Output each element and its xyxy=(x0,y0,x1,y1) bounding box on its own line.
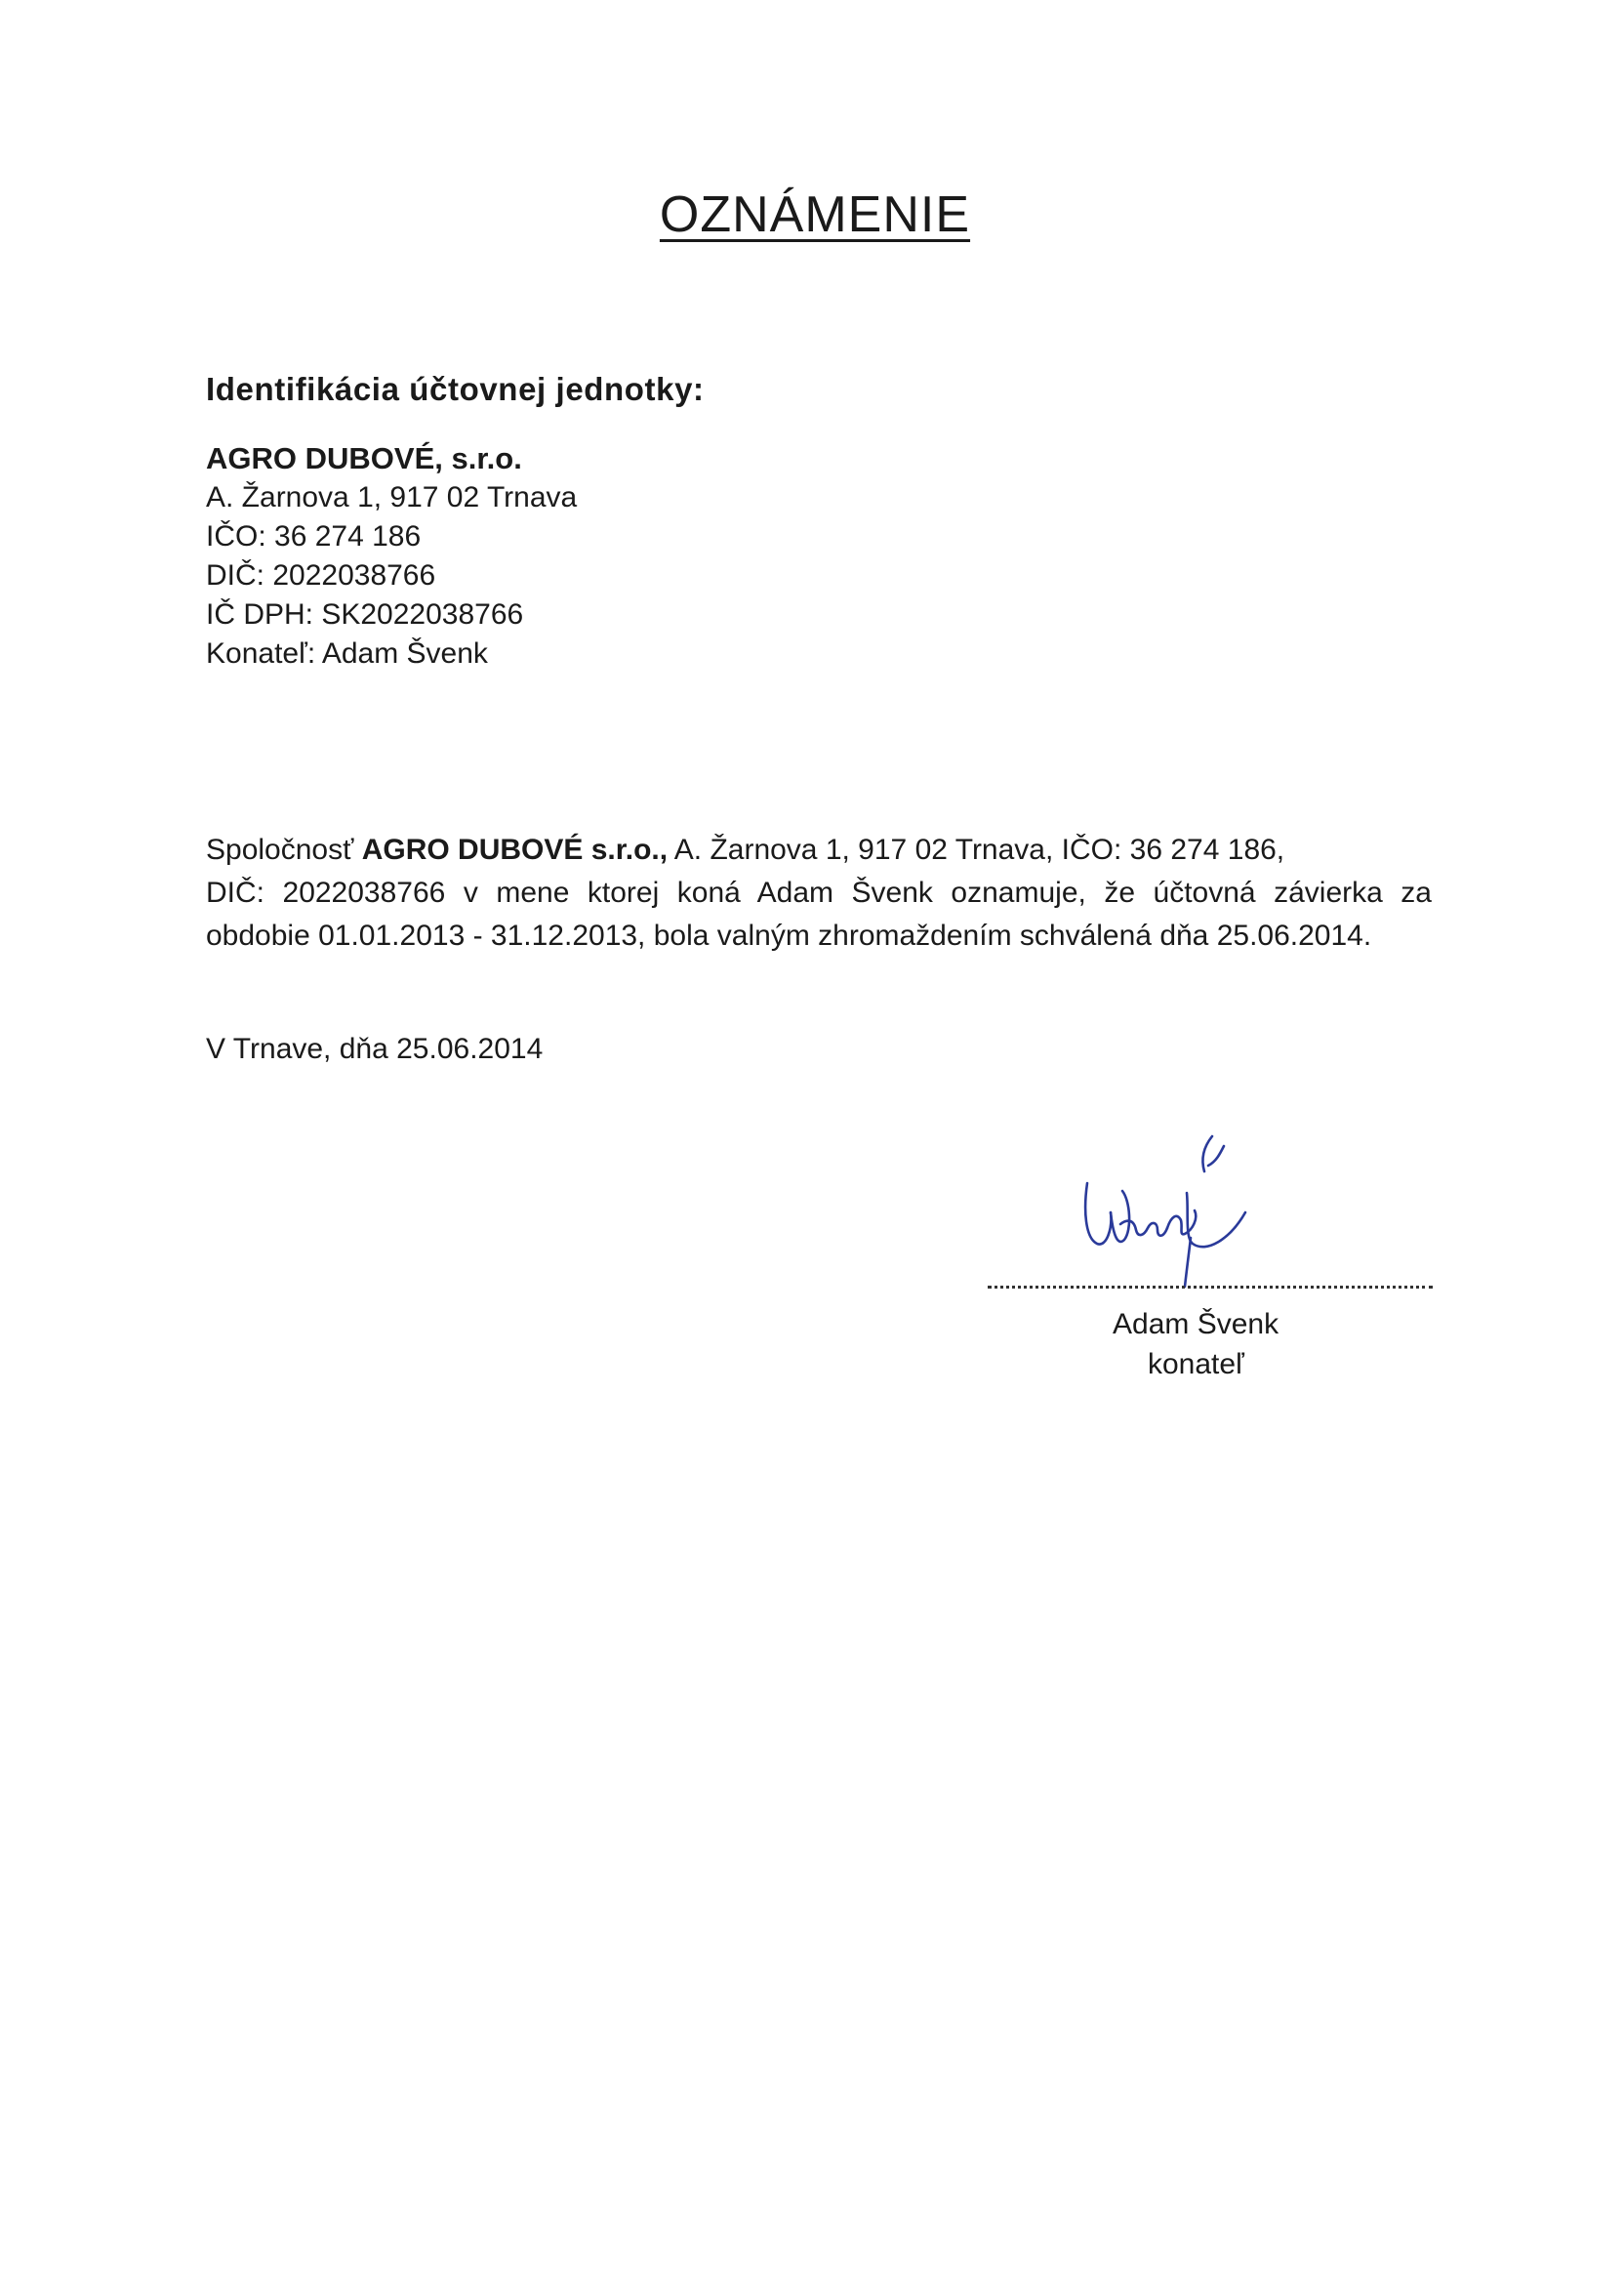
notice-line-2: DIČ: 2022038766 v mene ktorej koná Adam Švenk oznamuje, že účtovná závierka za xyxy=(206,877,1432,909)
document-title: OZNÁMENIE xyxy=(659,186,971,243)
signer-name: Adam Švenk xyxy=(1113,1308,1279,1340)
company-ic-dph: IČ DPH: SK2022038766 xyxy=(206,598,524,631)
company-dic: DIČ: 2022038766 xyxy=(206,559,436,592)
notice-line-1-rest: A. Žarnova 1, 917 02 Trnava, IČO: 36 274 186, xyxy=(668,834,1285,866)
notice-paragraph xyxy=(206,829,1432,958)
notice-line-1 xyxy=(206,829,1432,872)
identification-block xyxy=(206,439,577,674)
notice-company: AGRO DUBOVÉ s.r.o., xyxy=(361,834,669,866)
company-name: AGRO DUBOVÉ, s.r.o. xyxy=(206,441,522,475)
section-heading: Identifikácia účtovnej jednotky: xyxy=(206,371,705,407)
notice-prefix: Spoločnosť xyxy=(206,834,362,866)
company-ico: IČO: 36 274 186 xyxy=(206,520,422,553)
company-address: A. Žarnova 1, 917 02 Trnava xyxy=(206,481,578,513)
notice-line-3: obdobie 01.01.2013 - 31.12.2013, bola valným zhromaždením schválená dňa 25.06.2014. xyxy=(206,920,1372,952)
handwritten-signature xyxy=(1074,1123,1269,1298)
signature-line xyxy=(988,1286,1433,1289)
place-and-date: V Trnave, dňa 25.06.2014 xyxy=(206,1033,544,1065)
company-executive: Konateľ: Adam Švenk xyxy=(206,637,488,670)
signer-role: konateľ xyxy=(1148,1348,1244,1380)
